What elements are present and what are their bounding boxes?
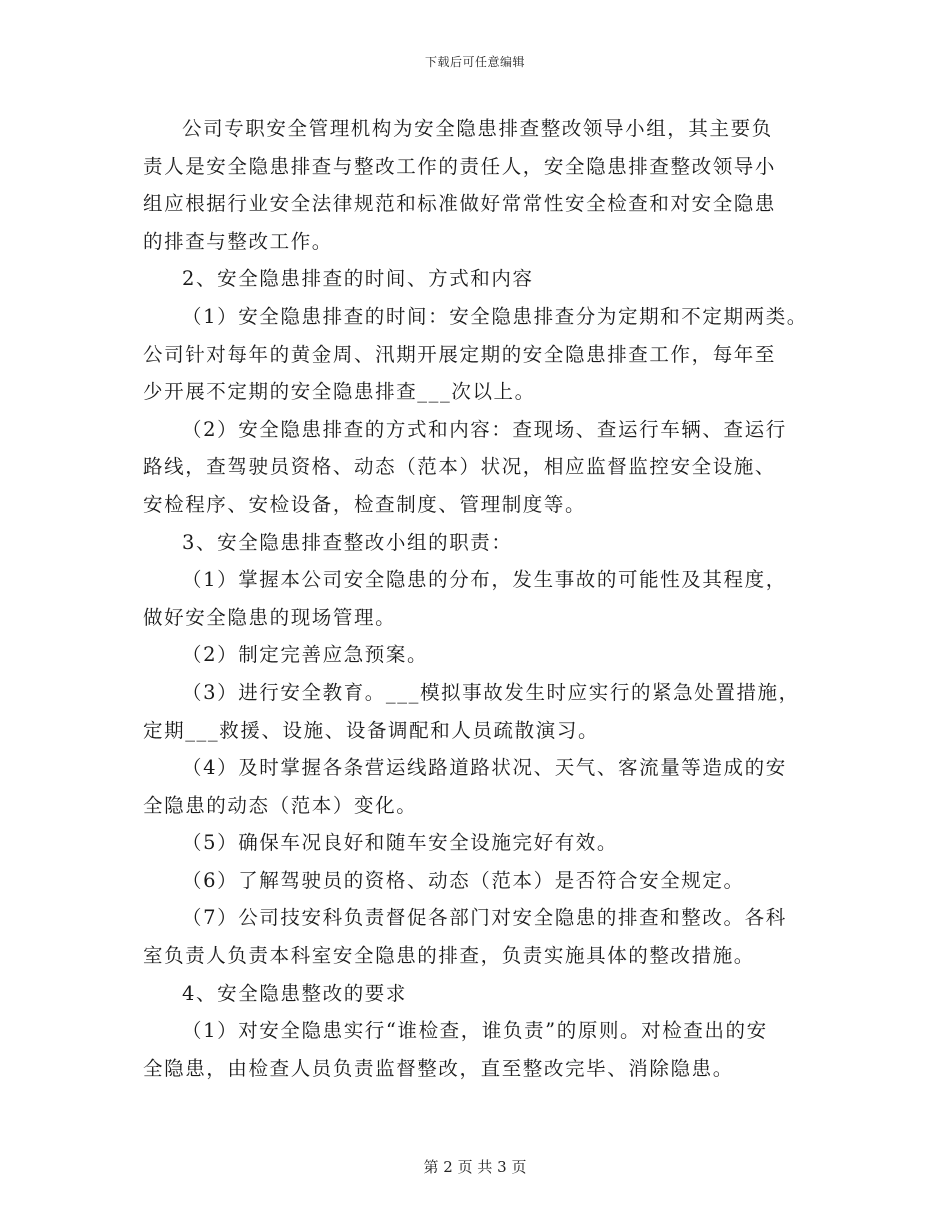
text-line: 室负责人负责本科室安全隐患的排查，负责实施具体的整改措施。 — [143, 944, 755, 968]
text-line: 定期___救援、设施、设备调配和人员疏散演习。 — [143, 718, 600, 742]
paragraph-duty-2 — [143, 636, 823, 674]
text-line: （1）对安全隐患实行“谁检查，谁负责”的原则。对检查出的安 — [182, 1019, 768, 1043]
text-line: （2）制定完善应急预案。 — [182, 643, 429, 667]
text-line: 公司专职安全管理机构为安全隐患排查整改领导小组，其主要负 — [182, 117, 773, 140]
text-line: 的排查与整改工作。 — [143, 229, 333, 253]
text-line: （3）进行安全教育。___模拟事故发生时应实行的紧急处置措施， — [182, 680, 800, 704]
paragraph-inspection-method — [143, 411, 823, 524]
text-line: 路线，查驾驶员资格、动态（范本）状况，相应监督监控安全设施、 — [143, 455, 777, 479]
paragraph-duty-6 — [143, 862, 823, 900]
page-header: 下载后可任意编辑 — [424, 55, 525, 69]
paragraph-duty-3 — [143, 674, 823, 749]
heading-text: 2、安全隐患排查的时间、方式和内容 — [182, 267, 534, 291]
paragraph-inspection-time — [143, 298, 823, 411]
section-heading-4 — [143, 975, 823, 1013]
document-body — [143, 110, 823, 1087]
section-heading-3 — [143, 524, 823, 562]
text-line: 安检程序、安检设备，检查制度、管理制度等。 — [143, 492, 587, 516]
paragraph-duty-1 — [143, 561, 823, 636]
paragraph-duty-5 — [143, 824, 823, 862]
text-line: 公司针对每年的黄金周、汛期开展定期的安全隐患排查工作，每年至 — [143, 342, 777, 366]
paragraph-responsible-org — [143, 110, 823, 260]
text-line: （4）及时掌握各条营运线路道路状况、天气、客流量等造成的安 — [182, 756, 787, 780]
heading-text: 3、安全隐患排查整改小组的职责： — [182, 530, 513, 554]
text-line: 责人是安全隐患排查与整改工作的责任人，安全隐患排查整改领导小 — [143, 154, 777, 178]
text-line: （5）确保车况良好和随车安全设施完好有效。 — [182, 831, 619, 855]
paragraph-duty-4 — [143, 749, 823, 824]
heading-text: 4、安全隐患整改的要求 — [182, 981, 408, 1005]
text-line: 组应根据行业安全法律规范和标准做好常常性安全检查和对安全隐患 — [143, 192, 777, 216]
text-line: 全隐患的动态（范本）变化。 — [143, 793, 418, 817]
text-line: 少开展不定期的安全隐患排查___次以上。 — [143, 380, 536, 404]
section-heading-2 — [143, 260, 823, 298]
text-line: 做好安全隐患的现场管理。 — [143, 605, 397, 629]
page-number-footer: 第 2 页 共 3 页 — [423, 1158, 527, 1176]
text-line: （2）安全隐患排查的方式和内容：查现场、查运行车辆、查运行 — [182, 417, 787, 441]
paragraph-rectification-1 — [143, 1012, 823, 1087]
text-line: （6）了解驾驶员的资格、动态（范本）是否符合安全规定。 — [182, 868, 745, 892]
text-line: （7）公司技安科负责督促各部门对安全隐患的排查和整改。各科 — [182, 906, 787, 930]
text-line: （1）掌握本公司安全隐患的分布，发生事故的可能性及其程度， — [182, 568, 787, 592]
text-line: 全隐患，由检查人员负责监督整改，直至整改完毕、消除隐患。 — [143, 1056, 734, 1080]
text-line: （1）安全隐患排查的时间：安全隐患排查分为定期和不定期两类。 — [182, 304, 808, 328]
paragraph-duty-7 — [143, 899, 823, 974]
